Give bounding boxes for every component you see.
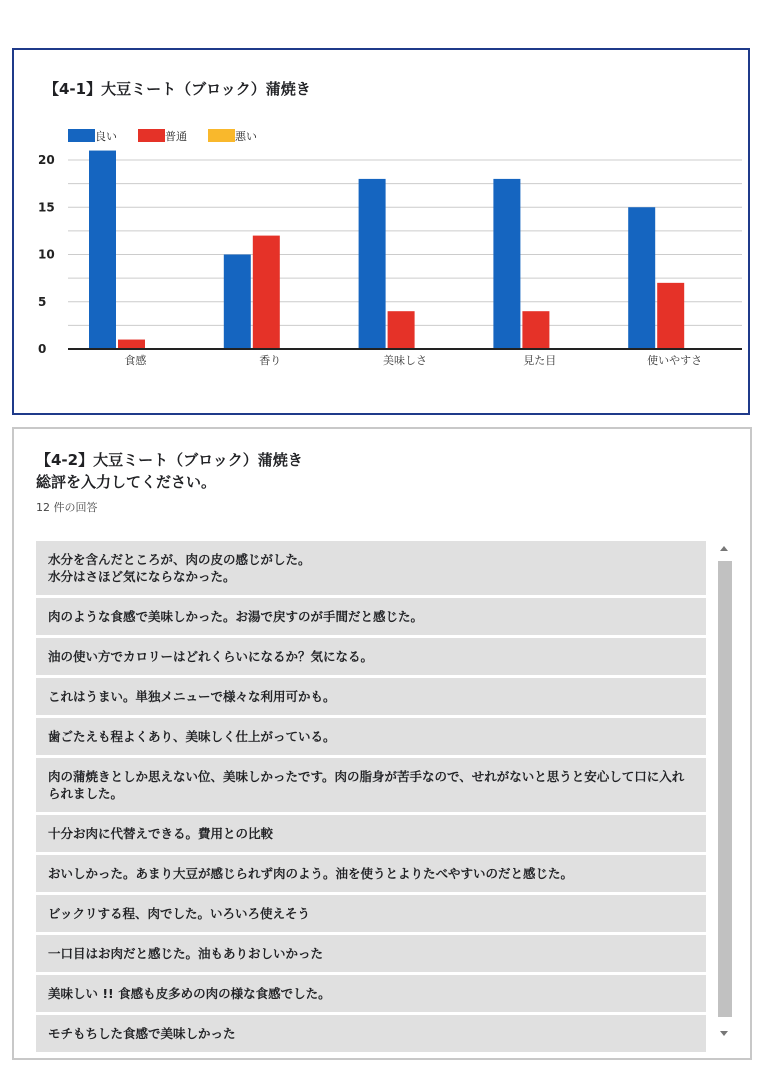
y-tick-label: 20 xyxy=(38,153,55,167)
legend-swatch xyxy=(68,129,95,142)
response-card xyxy=(12,427,752,1060)
legend-label: 悪い xyxy=(235,130,257,143)
response-item: 肉の蒲焼きとしか思えない位、美味しかったです。肉の脂身が苦手なので、せれがないと思うと安心して口に入れられました。 xyxy=(36,758,706,812)
response-item: モチもちした食感で美味しかった xyxy=(36,1015,706,1052)
response-list[interactable] xyxy=(36,541,706,1055)
scroll-down-icon[interactable] xyxy=(720,1031,728,1036)
legend-swatch xyxy=(208,129,235,142)
legend-label: 良い xyxy=(95,130,117,143)
response-item: 美味しい !! 食感も皮多めの肉の様な食感でした。 xyxy=(36,975,706,1012)
x-tick-label: 食感 xyxy=(124,354,147,367)
response-item: 肉のような食感で美味しかった。お湯で戻すのが手間だと感じた。 xyxy=(36,598,706,635)
bar-普通 xyxy=(657,283,684,349)
x-tick-label: 使いやすさ xyxy=(647,354,703,367)
response-title-line1: 【4-2】大豆ミート（ブロック）蒲焼き xyxy=(36,451,303,469)
response-item: これはうまい。単独メニューで様々な利用可かも。 xyxy=(36,678,706,715)
chart-card xyxy=(12,48,750,415)
response-item: ビックリする程、肉でした。いろいろ使えそう xyxy=(36,895,706,932)
bar-普通 xyxy=(522,311,549,349)
x-tick-label: 見た目 xyxy=(523,354,557,367)
y-tick-label: 0 xyxy=(38,342,47,356)
bar-良い xyxy=(359,179,386,349)
scrollbar[interactable] xyxy=(716,543,734,1039)
y-tick-label: 15 xyxy=(38,200,55,215)
bar-chart xyxy=(14,50,750,415)
scrollbar-thumb[interactable] xyxy=(718,561,732,1017)
bar-良い xyxy=(89,151,116,349)
response-item: 油の使い方でカロリーはどれくらいになるか？気になる。 xyxy=(36,638,706,675)
legend-swatch xyxy=(138,129,165,142)
chart-title: 【4-1】大豆ミート（ブロック）蒲焼き xyxy=(44,80,311,98)
response-item: おいしかった。あまり大豆が感じられず肉のよう。油を使うとよりたべやすいのだと感じた。 xyxy=(36,855,706,892)
response-item: 一口目はお肉だと感じた。油もありおしいかった xyxy=(36,935,706,972)
x-tick-label: 香り xyxy=(259,354,282,367)
bar-普通 xyxy=(388,311,415,349)
response-item: 歯ごたえも程よくあり、美味しく仕上がっている。 xyxy=(36,718,706,755)
bar-普通 xyxy=(118,340,145,349)
y-tick-label: 10 xyxy=(38,247,55,262)
response-title xyxy=(36,449,303,493)
response-count: 12 件の回答 xyxy=(36,501,98,514)
y-tick-label: 5 xyxy=(38,294,47,309)
scroll-up-icon[interactable] xyxy=(720,546,728,551)
response-title-line2: 総評を入力してください。 xyxy=(36,473,217,491)
bar-普通 xyxy=(253,236,280,349)
x-tick-label: 美味しさ xyxy=(383,354,427,367)
legend-label: 普通 xyxy=(165,130,187,143)
response-item: 十分お肉に代替えできる。費用との比較 xyxy=(36,815,706,852)
bar-良い xyxy=(493,179,520,349)
bar-良い xyxy=(224,255,251,350)
response-item: 水分を含んだところが、肉の皮の感じがした。 水分はさほど気にならなかった。 xyxy=(36,541,706,595)
bar-良い xyxy=(628,207,655,349)
